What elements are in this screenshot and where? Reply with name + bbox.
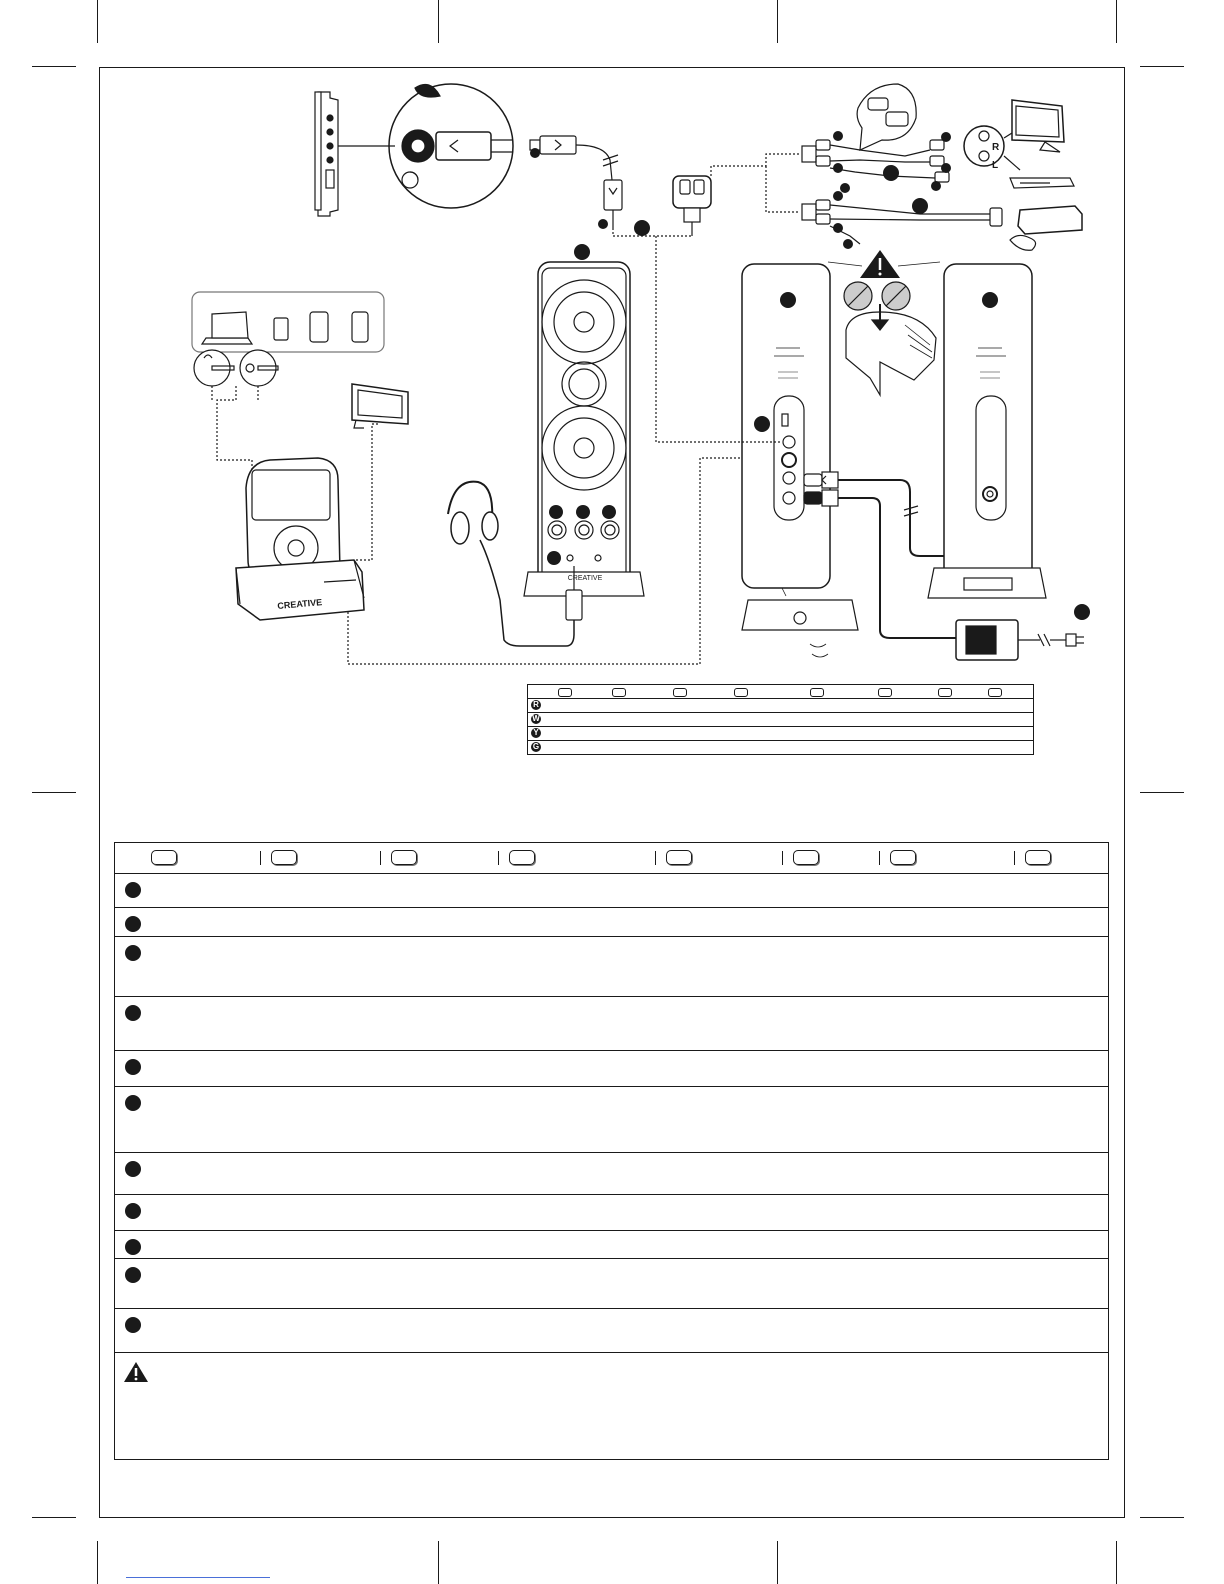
column-divider — [1014, 851, 1015, 865]
step-number-badge — [125, 1005, 141, 1021]
color-code-badge: R — [531, 700, 541, 710]
table-row — [115, 937, 1108, 997]
table-row — [115, 1259, 1108, 1309]
channel-label-right: R — [992, 142, 1000, 153]
language-tab — [673, 688, 687, 697]
table-row — [115, 1309, 1108, 1353]
step-number-badge — [125, 1317, 141, 1333]
color-code-badge: G — [532, 742, 540, 751]
column-divider — [655, 851, 656, 865]
language-tab — [509, 850, 535, 865]
power-adapter-illustration — [956, 604, 1090, 660]
crop-mark — [1140, 1517, 1184, 1518]
cable-color-legend — [527, 684, 1034, 755]
language-tab — [938, 688, 952, 697]
rca-cables — [802, 131, 1002, 249]
language-tab — [988, 688, 1002, 697]
step-number-badge — [125, 1059, 141, 1075]
instruction-table — [114, 842, 1109, 1460]
language-tab — [271, 850, 297, 865]
crop-mark — [1116, 1541, 1117, 1584]
dvd-player-illustration — [1010, 178, 1074, 188]
language-tab — [391, 850, 417, 865]
small-tv-illustration — [352, 384, 408, 560]
crop-mark — [97, 1541, 98, 1584]
legend-row — [528, 727, 1033, 741]
column-divider — [380, 851, 381, 865]
language-tab — [151, 850, 177, 865]
legend-row — [528, 713, 1033, 727]
language-tab — [558, 688, 572, 697]
step-number-badge — [125, 916, 141, 932]
step-number-badge — [125, 1203, 141, 1219]
column-divider — [879, 851, 880, 865]
language-tab — [878, 688, 892, 697]
game-console-illustration — [1010, 206, 1082, 250]
language-tab — [612, 688, 626, 697]
step-number-badge — [125, 1239, 141, 1255]
column-divider — [260, 851, 261, 865]
legend-row — [528, 741, 1033, 754]
zoom-callout-plug — [857, 84, 916, 150]
satellite-speaker-illustration — [524, 244, 644, 596]
crop-mark — [32, 1517, 76, 1518]
step-number-badge — [125, 945, 141, 961]
tv-illustration — [1012, 100, 1064, 152]
subwoofer-top-detail — [844, 282, 936, 395]
language-tab — [810, 688, 824, 697]
table-row — [115, 1153, 1108, 1195]
legend-row — [528, 699, 1033, 713]
color-code-badge: Y — [531, 728, 541, 738]
language-tab — [890, 850, 916, 865]
mini-jack-cable — [530, 136, 692, 236]
table-row — [115, 1195, 1108, 1231]
table-row — [115, 1087, 1108, 1153]
crop-mark — [438, 1541, 439, 1584]
language-tab — [1025, 850, 1051, 865]
column-divider — [782, 851, 783, 865]
language-header-row — [115, 843, 1108, 874]
step-number-badge — [125, 1161, 141, 1177]
color-code-badge: W — [532, 714, 540, 723]
table-row — [115, 1051, 1108, 1087]
column-divider — [498, 851, 499, 865]
sound-card-illustration — [315, 92, 395, 216]
language-tab — [666, 850, 692, 865]
table-row — [115, 908, 1108, 937]
language-tab — [734, 688, 748, 697]
warning-icon — [828, 250, 940, 278]
warning-icon — [123, 1361, 149, 1383]
legend-header-row — [528, 685, 1033, 699]
zoom-circle-jack — [389, 84, 513, 208]
speaker-brand-label: CREATIVE — [567, 575, 603, 582]
rca-splitter-adapter — [673, 176, 711, 236]
footer-rule — [126, 1577, 270, 1578]
table-row — [115, 874, 1108, 908]
right-speaker-illustration — [928, 264, 1046, 598]
table-row — [115, 997, 1108, 1051]
language-tab — [793, 850, 819, 865]
dock-brand-label: CREATIVE — [276, 597, 323, 611]
crop-mark — [777, 1541, 778, 1584]
step-number-badge — [125, 882, 141, 898]
channel-label-left: L — [992, 160, 999, 171]
table-row — [115, 1231, 1108, 1259]
step-number-badge — [125, 1267, 141, 1283]
warning-row — [115, 1353, 1108, 1457]
step-number-badge — [125, 1095, 141, 1111]
